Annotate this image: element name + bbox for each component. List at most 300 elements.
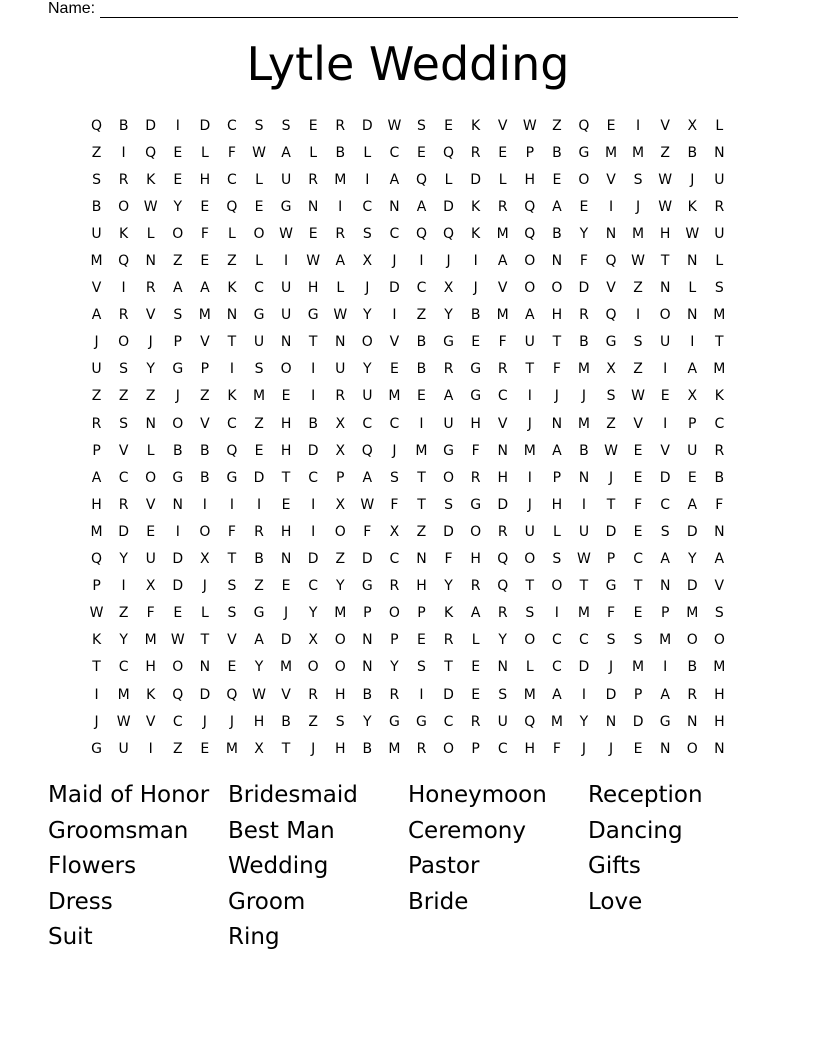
grid-letter: A [389, 171, 400, 188]
grid-letter: N [714, 144, 725, 161]
grid-letter: H [145, 659, 156, 676]
grid-letter: K [471, 225, 481, 242]
grid-letter: K [443, 605, 454, 622]
grid-letter: R [335, 388, 346, 405]
grid-letter: X [606, 361, 616, 378]
grid-letter: J [608, 659, 614, 676]
word-list-item: Ring [228, 924, 280, 951]
grid-letter: A [552, 198, 562, 215]
grid-letter: R [714, 442, 725, 459]
grid-letter: V [389, 334, 400, 351]
grid-letter: N [280, 551, 292, 568]
grid-letter: D [172, 551, 184, 568]
grid-letter: M [577, 361, 590, 378]
grid-letter: I [527, 469, 532, 486]
grid-letter: E [281, 388, 291, 405]
grid-letter: G [172, 469, 184, 486]
grid-letter: V [606, 171, 616, 188]
grid-letter: D [605, 686, 617, 703]
grid-letter: E [471, 659, 481, 676]
grid-letter: A [552, 442, 562, 459]
grid-letter: B [308, 415, 318, 432]
grid-letter: N [714, 740, 725, 757]
grid-letter: B [118, 117, 129, 134]
grid-letter: N [659, 280, 671, 297]
grid-letter: V [227, 632, 237, 649]
grid-letter: R [118, 171, 129, 188]
grid-letter: H [334, 686, 346, 703]
grid-letter: A [470, 605, 481, 622]
grid-letter: K [687, 198, 697, 215]
grid-letter: Q [524, 198, 536, 215]
grid-letter: S [552, 551, 562, 568]
grid-letter: C [443, 713, 454, 730]
grid-letter: W [604, 442, 618, 459]
grid-letter: B [470, 307, 481, 324]
grid-letter: B [200, 469, 210, 486]
grid-letter: F [146, 605, 155, 622]
grid-letter: C [362, 415, 373, 432]
grid-letter: D [199, 686, 211, 703]
grid-letter: J [229, 713, 234, 730]
grid-letter: I [121, 578, 126, 595]
grid-letter: G [470, 388, 482, 405]
grid-letter: L [146, 225, 155, 242]
grid-letter: C [633, 551, 643, 568]
page-title: Lytle Wedding [246, 37, 570, 91]
grid-letter: M [550, 713, 563, 730]
grid-letter: Y [498, 632, 507, 649]
grid-letter: S [362, 225, 372, 242]
grid-letter: C [551, 659, 562, 676]
grid-letter: V [145, 307, 156, 324]
grid-letter: S [281, 117, 291, 134]
grid-letter: N [551, 415, 563, 432]
grid-letter: B [200, 442, 210, 459]
grid-letter: E [173, 171, 183, 188]
grid-letter: N [687, 307, 698, 324]
grid-letter: X [335, 442, 346, 459]
word-list-item: Best Man [228, 817, 335, 844]
grid-letter: I [392, 307, 397, 324]
grid-letter: K [227, 388, 237, 405]
grid-letter: S [417, 117, 426, 134]
grid-letter: R [687, 686, 698, 703]
grid-letter: S [119, 415, 129, 432]
grid-row [83, 600, 733, 627]
grid-letter: Z [660, 144, 670, 161]
grid-letter: G [280, 198, 292, 215]
grid-letter: M [577, 605, 590, 622]
grid-letter: M [90, 523, 103, 540]
word-list-item: Gifts [588, 853, 641, 880]
grid-letter: C [579, 632, 589, 649]
grid-row [83, 654, 733, 681]
grid-letter: J [94, 713, 99, 730]
grid-letter: Z [200, 388, 210, 405]
grid-letter: Z [416, 307, 427, 324]
grid-letter: O [118, 334, 130, 351]
grid-row [83, 356, 733, 383]
grid-letter: B [579, 334, 589, 351]
grid-letter: I [473, 253, 478, 270]
grid-letter: W [89, 605, 104, 622]
grid-row [83, 735, 733, 762]
grid-letter: H [714, 686, 725, 703]
grid-letter: C [416, 280, 427, 297]
grid-letter: T [633, 578, 643, 595]
grid-letter: R [470, 469, 481, 486]
grid-letter: E [633, 442, 643, 459]
grid-letter: U [145, 551, 156, 568]
grid-letter: I [148, 740, 153, 757]
grid-letter: R [470, 713, 481, 730]
grid-letter: H [280, 415, 292, 432]
grid-letter: J [365, 280, 370, 297]
grid-letter: T [227, 334, 237, 351]
grid-letter: I [229, 496, 234, 513]
grid-letter: H [91, 496, 102, 513]
grid-letter: E [308, 117, 318, 134]
grid-letter: C [389, 551, 400, 568]
grid-letter: N [280, 334, 292, 351]
grid-letter: I [608, 198, 614, 215]
grid-letter: I [663, 659, 668, 676]
grid-letter: V [633, 415, 643, 432]
grid-letter: R [308, 686, 319, 703]
grid-letter: M [144, 632, 157, 649]
grid-letter: T [525, 578, 535, 595]
grid-letter: B [416, 334, 427, 351]
grid-letter: R [497, 198, 508, 215]
grid-letter: S [633, 171, 643, 188]
grid-letter: U [578, 523, 590, 540]
grid-letter: R [416, 740, 427, 757]
grid-letter: D [686, 523, 698, 540]
grid-letter: A [525, 307, 535, 324]
grid-letter: Q [91, 551, 103, 568]
grid-letter: O [361, 334, 373, 351]
grid-letter: V [118, 442, 129, 459]
grid-letter: V [497, 280, 508, 297]
grid-letter: E [606, 117, 616, 134]
grid-letter: T [200, 632, 210, 649]
grid-letter: P [173, 334, 182, 351]
grid-letter: E [552, 171, 562, 188]
grid-letter: N [145, 253, 156, 270]
grid-letter: I [419, 253, 424, 270]
grid-letter: L [336, 280, 345, 297]
grid-letter: P [200, 361, 210, 378]
grid-letter: X [335, 415, 346, 432]
grid-letter: Y [363, 713, 372, 730]
grid-letter: G [605, 578, 617, 595]
grid-letter: M [496, 225, 509, 242]
grid-letter: C [308, 578, 319, 595]
grid-letter: E [281, 578, 291, 595]
grid-letter: Z [145, 388, 156, 405]
grid-letter: B [335, 144, 346, 161]
grid-letter: K [119, 225, 129, 242]
grid-letter: T [552, 334, 562, 351]
grid-letter: Y [254, 659, 264, 676]
grid-letter: N [605, 713, 617, 730]
grid-letter: T [444, 659, 453, 676]
grid-letter: L [471, 632, 480, 649]
grid-letter: L [715, 253, 724, 270]
grid-letter: F [227, 523, 236, 540]
grid-letter: H [551, 307, 563, 324]
grid-letter: M [117, 686, 130, 703]
grid-letter: I [581, 686, 587, 703]
word-list-item: Bride [408, 888, 469, 915]
grid-letter: M [523, 442, 536, 459]
grid-letter: C [497, 740, 508, 757]
grid-letter: B [714, 469, 725, 486]
grid-letter: E [146, 523, 156, 540]
grid-letter: T [579, 578, 589, 595]
grid-letter: A [172, 280, 183, 297]
grid-letter: L [200, 144, 209, 161]
grid-letter: A [335, 253, 346, 270]
grid-letter: V [200, 415, 210, 432]
grid-row [83, 112, 733, 139]
grid-letter: S [444, 496, 453, 513]
grid-letter: D [659, 469, 671, 486]
grid-letter: L [255, 171, 263, 188]
grid-letter: F [200, 225, 209, 242]
grid-letter: L [228, 225, 236, 242]
grid-letter: S [633, 632, 643, 649]
grid-letter: Y [119, 551, 128, 568]
grid-letter: D [389, 280, 400, 297]
grid-letter: W [306, 253, 321, 270]
grid-letter: M [713, 659, 726, 676]
grid-letter: F [552, 740, 561, 757]
grid-letter: P [525, 144, 535, 161]
grid-letter: S [254, 117, 264, 134]
grid-letter: Z [118, 388, 129, 405]
grid-letter: B [362, 740, 373, 757]
grid-letter: M [713, 361, 726, 378]
grid-letter: Z [172, 253, 183, 270]
grid-letter: I [94, 686, 99, 703]
grid-letter: I [636, 117, 641, 134]
grid-letter: C [227, 415, 237, 432]
grid-letter: P [606, 551, 616, 568]
grid-letter: G [470, 496, 482, 513]
grid-letter: O [443, 740, 455, 757]
grid-letter: O [307, 659, 319, 676]
grid-row [83, 220, 733, 247]
grid-letter: L [309, 144, 318, 161]
grid-letter: M [496, 307, 509, 324]
grid-letter: Z [416, 523, 427, 540]
word-list-item: Bridesmaid [228, 782, 358, 808]
grid-letter: D [361, 551, 373, 568]
grid-letter: C [389, 144, 400, 161]
grid-letter: U [280, 171, 292, 188]
grid-letter: S [335, 713, 345, 730]
grid-letter: C [118, 659, 129, 676]
grid-letter: V [606, 280, 616, 297]
word-list [48, 778, 768, 956]
grid-letter: T [525, 361, 535, 378]
grid-letter: P [552, 469, 562, 486]
grid-letter: T [308, 334, 318, 351]
grid-letter: X [335, 496, 346, 513]
grid-letter: J [311, 740, 316, 757]
grid-letter: C [660, 496, 671, 513]
grid-letter: E [633, 605, 643, 622]
grid-letter: J [527, 415, 532, 432]
grid-letter: Q [118, 253, 130, 270]
grid-letter: F [227, 144, 236, 161]
grid-letter: W [252, 686, 266, 703]
grid-letter: S [660, 523, 670, 540]
grid-letter: H [416, 578, 427, 595]
grid-letter: N [497, 659, 508, 676]
grid-row [83, 247, 733, 274]
grid-letter: Q [578, 117, 590, 134]
grid-letter: N [659, 740, 671, 757]
grid-letter: U [714, 171, 725, 188]
grid-letter: M [280, 659, 293, 676]
grid-letter: W [252, 144, 266, 161]
grid-letter: W [522, 117, 537, 134]
grid-letter: E [227, 659, 237, 676]
word-list-item: Wedding [228, 853, 329, 880]
grid-letter: S [525, 605, 535, 622]
grid-letter: Q [415, 225, 427, 242]
grid-letter: H [334, 740, 346, 757]
grid-letter: B [579, 442, 589, 459]
grid-letter: N [659, 578, 671, 595]
grid-letter: R [254, 523, 264, 540]
grid-letter: D [578, 280, 590, 297]
grid-letter: I [365, 171, 370, 188]
grid-letter: Z [633, 280, 643, 297]
grid-letter: D [145, 117, 157, 134]
word-list-item: Dress [48, 888, 113, 915]
grid-letter: M [388, 388, 401, 405]
word-list-item: Pastor [408, 853, 480, 880]
grid-letter: J [94, 334, 99, 351]
grid-letter: O [713, 632, 725, 649]
grid-letter: E [254, 198, 264, 215]
grid-letter: I [202, 496, 207, 513]
grid-letter: H [199, 171, 211, 188]
grid-row [83, 166, 733, 193]
grid-letter: M [334, 171, 347, 188]
grid-letter: O [470, 523, 482, 540]
grid-letter: R [145, 280, 156, 297]
grid-letter: J [175, 388, 180, 405]
grid-letter: L [255, 253, 263, 270]
grid-letter: E [444, 117, 453, 134]
grid-letter: O [524, 253, 536, 270]
grid-letter: A [91, 469, 102, 486]
grid-letter: D [632, 713, 644, 730]
grid-letter: Y [119, 632, 128, 649]
grid-letter: X [687, 117, 698, 134]
grid-letter: U [362, 388, 373, 405]
grid-letter: G [659, 713, 671, 730]
grid-letter: I [175, 117, 180, 134]
grid-letter: C [389, 415, 400, 432]
grid-letter: X [687, 388, 698, 405]
grid-letter: W [279, 225, 293, 242]
grid-letter: G [91, 740, 102, 757]
grid-letter: F [363, 523, 372, 540]
grid-letter: O [334, 523, 346, 540]
name-underline [100, 3, 738, 18]
grid-letter: S [714, 605, 724, 622]
grid-letter: K [146, 171, 156, 188]
grid-letter: B [416, 361, 427, 378]
grid-letter: B [552, 144, 562, 161]
grid-letter: M [198, 307, 211, 324]
grid-letter: P [471, 740, 480, 757]
grid-letter: V [281, 686, 291, 703]
grid-letter: E [254, 442, 264, 459]
grid-letter: E [200, 253, 210, 270]
grid-letter: T [660, 253, 670, 270]
grid-letter: J [636, 198, 641, 215]
grid-letter: G [470, 361, 482, 378]
grid-letter: Q [226, 198, 238, 215]
grid-letter: J [527, 496, 532, 513]
grid-letter: P [633, 686, 643, 703]
grid-letter: L [552, 523, 561, 540]
grid-letter: C [308, 469, 319, 486]
grid-row [83, 518, 733, 545]
grid-letter: Q [172, 686, 184, 703]
grid-letter: M [686, 605, 699, 622]
grid-letter: A [552, 686, 562, 703]
grid-letter: T [417, 496, 426, 513]
grid-letter: Y [687, 551, 697, 568]
grid-letter: Q [443, 225, 455, 242]
grid-letter: E [579, 198, 589, 215]
grid-letter: H [524, 740, 536, 757]
grid-letter: O [551, 280, 563, 297]
grid-letter: P [92, 442, 101, 459]
grid-letter: P [390, 632, 399, 649]
grid-letter: D [443, 523, 454, 540]
grid-letter: R [714, 198, 725, 215]
grid-letter: Q [145, 144, 157, 161]
grid-letter: N [335, 334, 346, 351]
grid-letter: I [338, 198, 343, 215]
grid-row [83, 491, 733, 518]
grid-letter: C [714, 415, 725, 432]
grid-letter: S [227, 605, 237, 622]
grid-letter: H [659, 225, 671, 242]
grid-letter: D [443, 686, 454, 703]
grid-letter: M [415, 442, 428, 459]
grid-letter: N [145, 415, 156, 432]
grid-letter: Y [390, 659, 399, 676]
grid-letter: Q [497, 578, 509, 595]
grid-letter: D [118, 523, 129, 540]
grid-letter: Z [606, 415, 616, 432]
grid-letter: E [417, 632, 426, 649]
grid-letter: B [687, 659, 698, 676]
grid-letter: I [311, 496, 316, 513]
grid-letter: V [714, 578, 725, 595]
grid-letter: O [253, 225, 265, 242]
